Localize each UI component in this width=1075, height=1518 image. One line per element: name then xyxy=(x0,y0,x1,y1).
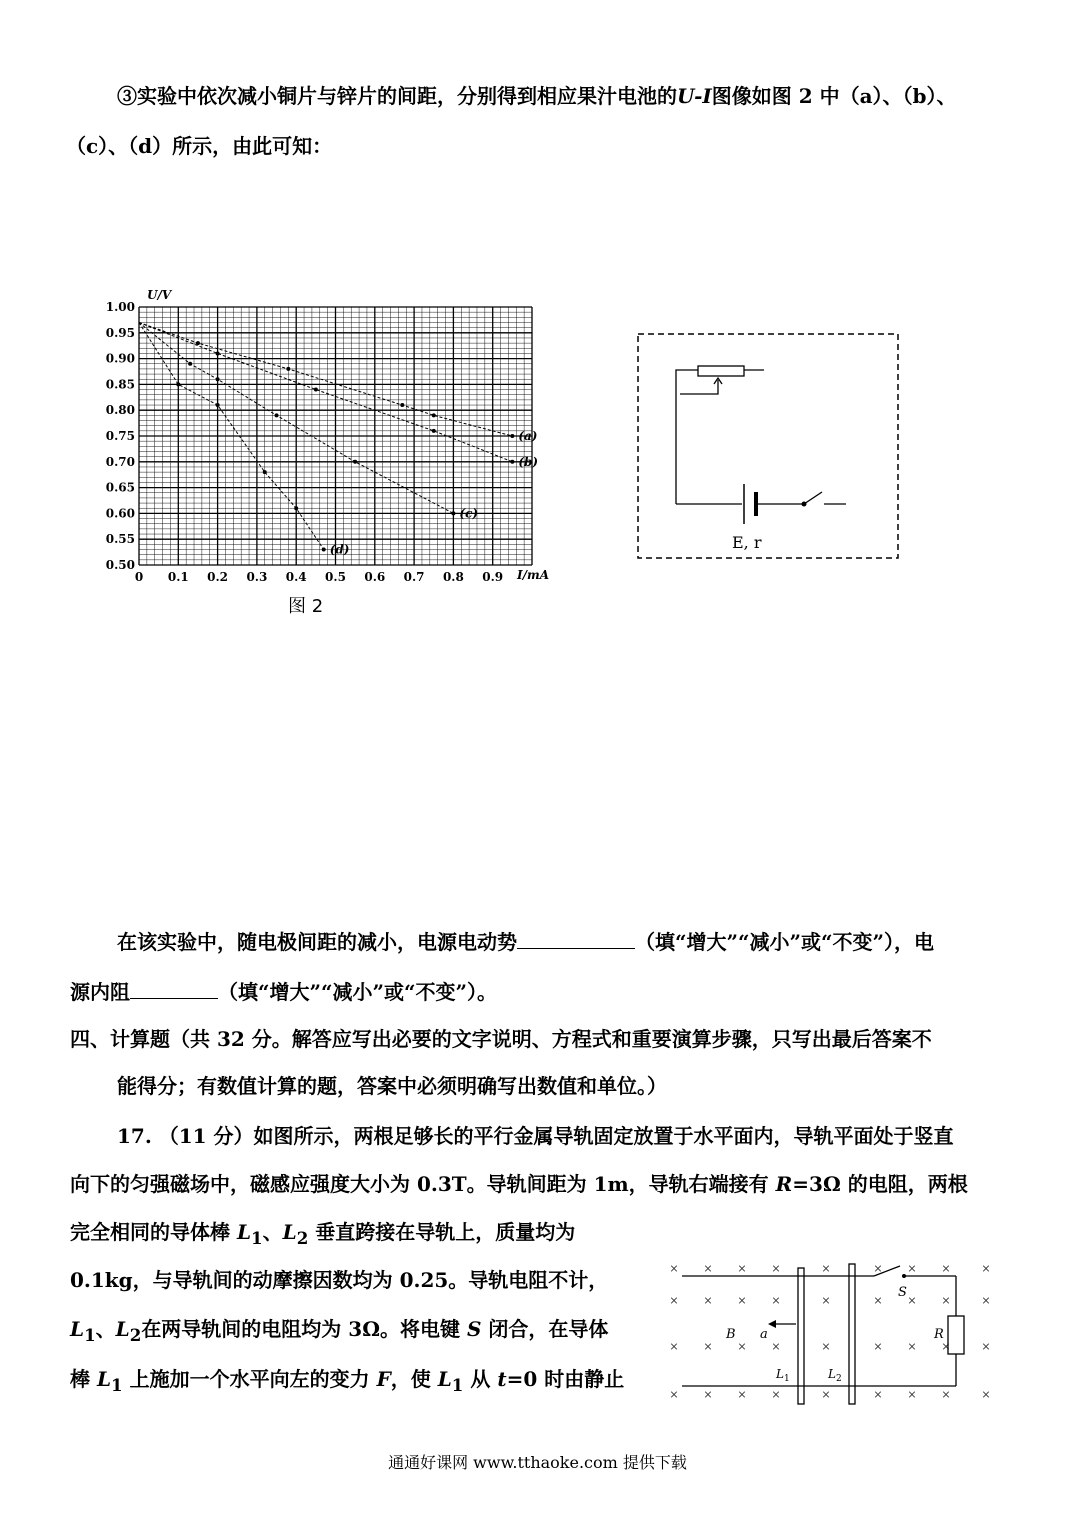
x-tick-label: 0.9 xyxy=(482,570,504,584)
s-label: S xyxy=(898,1285,907,1300)
field-x-mark: × xyxy=(821,1262,831,1275)
series-label: (d) xyxy=(329,542,350,557)
t-symbol: t xyxy=(497,1367,507,1391)
x-tick-label: 0.1 xyxy=(167,570,189,584)
q17-l3a: 完全相同的导体棒 xyxy=(70,1220,237,1244)
l2-symbol: L xyxy=(115,1317,130,1341)
para1-text: ③实验中依次减小铜片与锌片的间距，分别得到相应果汁电池的 xyxy=(117,84,677,108)
chart-series xyxy=(139,322,538,556)
y-tick-label: 0.50 xyxy=(105,558,135,572)
q17-sep: 、 xyxy=(262,1220,283,1244)
field-x-mark: × xyxy=(941,1262,951,1275)
field-x-mark: × xyxy=(907,1294,917,1307)
q17-l6a: 棒 xyxy=(70,1367,97,1391)
q17-line5 xyxy=(70,1315,608,1349)
data-point xyxy=(400,403,404,407)
l1-symbol: L xyxy=(437,1367,452,1391)
data-point xyxy=(263,470,267,474)
para2-line1 xyxy=(117,928,934,956)
field-x-mark: × xyxy=(737,1388,747,1401)
y-tick-label: 0.95 xyxy=(105,325,135,340)
field-x-mark: × xyxy=(703,1388,713,1401)
y-tick-label: 1.00 xyxy=(105,300,135,314)
field-x-mark: × xyxy=(907,1340,917,1353)
data-point xyxy=(353,460,357,464)
section4-line1: 四、计算题（共 32 分。解答应写出必要的文字说明、方程式和重要演算步骤，只写出最后答案不 xyxy=(70,1027,932,1051)
circuit-diagram-2 xyxy=(660,1258,1000,1410)
q17-line6 xyxy=(70,1365,624,1399)
field-x-mark: × xyxy=(981,1388,991,1401)
field-x-mark: × xyxy=(771,1340,781,1353)
wire-left xyxy=(676,370,698,504)
battery-label: E, r xyxy=(732,533,762,552)
x-tick-label: 0.7 xyxy=(403,570,425,584)
r-symbol: R xyxy=(775,1172,793,1196)
circuit-diagram-1 xyxy=(636,332,902,562)
data-point xyxy=(451,511,455,515)
l1-symbol: L xyxy=(236,1220,252,1244)
para2-text-b: （填“增大”“减小”或“不变”），电 xyxy=(635,930,935,954)
y-tick-label: 0.55 xyxy=(105,532,135,547)
switch-pivot xyxy=(802,502,807,507)
field-x-mark: × xyxy=(737,1294,747,1307)
s-symbol: S xyxy=(466,1317,482,1341)
data-point xyxy=(176,382,180,386)
switch-blade xyxy=(804,492,822,504)
para1-text-b: 图像如图 2 中（a）、（b）、 xyxy=(711,84,957,108)
data-point xyxy=(432,413,436,417)
slider-wire xyxy=(680,380,718,394)
x-tick-label: 0.8 xyxy=(442,570,464,584)
para2-text-d: （填“增大”“减小”或“不变”）。 xyxy=(218,980,498,1004)
series-line xyxy=(139,322,512,461)
f-symbol: F xyxy=(376,1367,391,1391)
data-point xyxy=(275,413,279,417)
x-tick-label: 0.6 xyxy=(364,570,386,584)
data-point xyxy=(188,362,192,366)
q17-l2b: =3Ω 的电阻，两根 xyxy=(792,1172,968,1196)
field-x-mark: × xyxy=(981,1294,991,1307)
para2-text-a: 在该实验中，随电极间距的减小，电源电动势 xyxy=(117,930,517,954)
footer: 通通好课网 www.tthaoke.com 提供下载 xyxy=(388,1453,687,1472)
q17-line1: 17. （11 分）如图所示，两根足够长的平行金属导轨固定放置于水平面内，导轨平面处于竖直 xyxy=(117,1124,954,1148)
field-x-mark: × xyxy=(703,1340,713,1353)
para1-line1 xyxy=(117,82,957,110)
b-label: B xyxy=(726,1327,736,1342)
x-tick-labels xyxy=(135,570,503,584)
field-x-mark: × xyxy=(981,1340,991,1353)
x-tick-label: 0 xyxy=(134,570,144,584)
field-x-mark: × xyxy=(907,1388,917,1401)
section4-line2: 能得分；有数值计算的题，答案中必须明确写出数值和单位。） xyxy=(117,1074,667,1098)
data-point xyxy=(216,377,220,381)
y-tick-label: 0.70 xyxy=(105,454,135,469)
l1-sub: 1 xyxy=(84,1325,96,1345)
y-tick-label: 0.75 xyxy=(105,429,135,443)
field-x-mark: × xyxy=(669,1340,679,1353)
a-label: a xyxy=(760,1327,768,1342)
x-tick-label: 0.4 xyxy=(285,570,307,584)
para1-line2: （c）、（d）所示，由此可知： xyxy=(66,134,333,158)
data-point xyxy=(216,351,220,355)
resistance-blank[interactable] xyxy=(130,978,218,999)
data-point xyxy=(432,429,436,433)
l1-symbol: L xyxy=(96,1367,112,1391)
rod-l2 xyxy=(849,1264,855,1404)
data-point xyxy=(196,341,200,345)
field-x-mark: × xyxy=(771,1388,781,1401)
y-axis-label: U/V xyxy=(147,288,172,302)
field-x-mark: × xyxy=(669,1388,679,1401)
data-point xyxy=(510,434,514,438)
l2-sub: 2 xyxy=(129,1325,142,1345)
q17-l2a: 向下的匀强磁场中，磁感应强度大小为 0.3T。导轨间距为 1m，导轨右端接有 xyxy=(70,1172,776,1196)
para2-text-c: 源内阻 xyxy=(70,980,130,1004)
y-tick-labels xyxy=(106,300,135,572)
l2-label: $L_2$ xyxy=(828,1367,842,1384)
field-x-mark: × xyxy=(703,1262,713,1275)
ui-symbol: U-I xyxy=(677,84,712,108)
field-x-mark: × xyxy=(771,1262,781,1275)
field-x-mark: × xyxy=(737,1262,747,1275)
rheostat xyxy=(698,366,744,376)
x-axis-label: I/mA xyxy=(517,568,550,582)
x-tick-label: 0.3 xyxy=(246,570,268,584)
dashed-box xyxy=(638,334,898,558)
arrow-head xyxy=(768,1320,776,1328)
data-point xyxy=(294,506,298,510)
x-tick-label: 0.2 xyxy=(207,570,229,584)
field-x-mark: × xyxy=(821,1340,831,1353)
y-tick-label: 0.60 xyxy=(105,506,135,521)
chart-grid xyxy=(139,307,532,565)
field-x-mark: × xyxy=(821,1294,831,1307)
data-point xyxy=(322,548,326,552)
l1-sub: 1 xyxy=(111,1375,123,1395)
y-tick-label: 0.85 xyxy=(105,377,135,392)
l2-sub: 2 xyxy=(296,1228,309,1248)
data-point xyxy=(314,388,318,392)
q17-l6e: =0 时由静止 xyxy=(506,1367,625,1391)
series-label: (b) xyxy=(518,454,539,469)
field-x-mark: × xyxy=(907,1262,917,1275)
data-point xyxy=(510,460,514,464)
switch-contact xyxy=(902,1274,906,1278)
field-x-mark: × xyxy=(703,1294,713,1307)
l1-sub: 1 xyxy=(451,1375,464,1395)
ui-chart xyxy=(95,285,575,600)
q17-line3 xyxy=(70,1218,575,1252)
data-point xyxy=(216,403,220,407)
y-tick-label: 0.90 xyxy=(105,351,135,366)
field-x-mark: × xyxy=(941,1340,951,1353)
series-label: (c) xyxy=(459,506,479,521)
x-tick-label: 0.5 xyxy=(325,570,346,584)
field-x-mark: × xyxy=(669,1262,679,1275)
rod-l1 xyxy=(798,1268,804,1404)
field-x-mark: × xyxy=(873,1294,883,1307)
l1-label: $L_1$ xyxy=(776,1367,790,1384)
field-x-mark: × xyxy=(981,1262,991,1275)
field-x-mark: × xyxy=(941,1294,951,1307)
field-x-mark: × xyxy=(873,1388,883,1401)
field-x-mark: × xyxy=(771,1294,781,1307)
q17-l5c: 闭合，在导体 xyxy=(481,1317,609,1341)
r-label: R xyxy=(934,1327,944,1342)
l2-symbol: L xyxy=(282,1220,297,1244)
data-point xyxy=(286,367,290,371)
series-label: (a) xyxy=(518,429,538,443)
field-x-mark: × xyxy=(941,1388,951,1401)
field-x-mark: × xyxy=(873,1262,883,1275)
y-tick-label: 0.80 xyxy=(105,403,135,418)
field-x-mark: × xyxy=(821,1388,831,1401)
y-tick-label: 0.65 xyxy=(105,480,135,495)
l1-sub: 1 xyxy=(251,1228,263,1248)
q17-l6b: 上施加一个水平向左的变力 xyxy=(122,1367,377,1391)
figure-caption: 图 2 xyxy=(288,596,324,617)
q17-l6d: 从 xyxy=(463,1367,498,1391)
q17-l5b: 在两导轨间的电阻均为 3Ω。将电键 xyxy=(141,1317,467,1341)
q17-sep: 、 xyxy=(95,1317,116,1341)
emf-blank[interactable] xyxy=(517,928,635,949)
para2-line2 xyxy=(70,978,497,1006)
field-x-mark: × xyxy=(737,1340,747,1353)
q17-line2 xyxy=(70,1170,968,1198)
l1-symbol: L xyxy=(70,1317,85,1341)
field-x-mark: × xyxy=(873,1340,883,1353)
q17-line4: 0.1kg，与导轨间的动摩擦因数均为 0.25。导轨电阻不计， xyxy=(70,1268,609,1292)
field-x-mark: × xyxy=(669,1294,679,1307)
q17-l6c: ，使 xyxy=(390,1367,438,1391)
q17-l3b: 垂直跨接在导轨上，质量均为 xyxy=(308,1220,576,1244)
